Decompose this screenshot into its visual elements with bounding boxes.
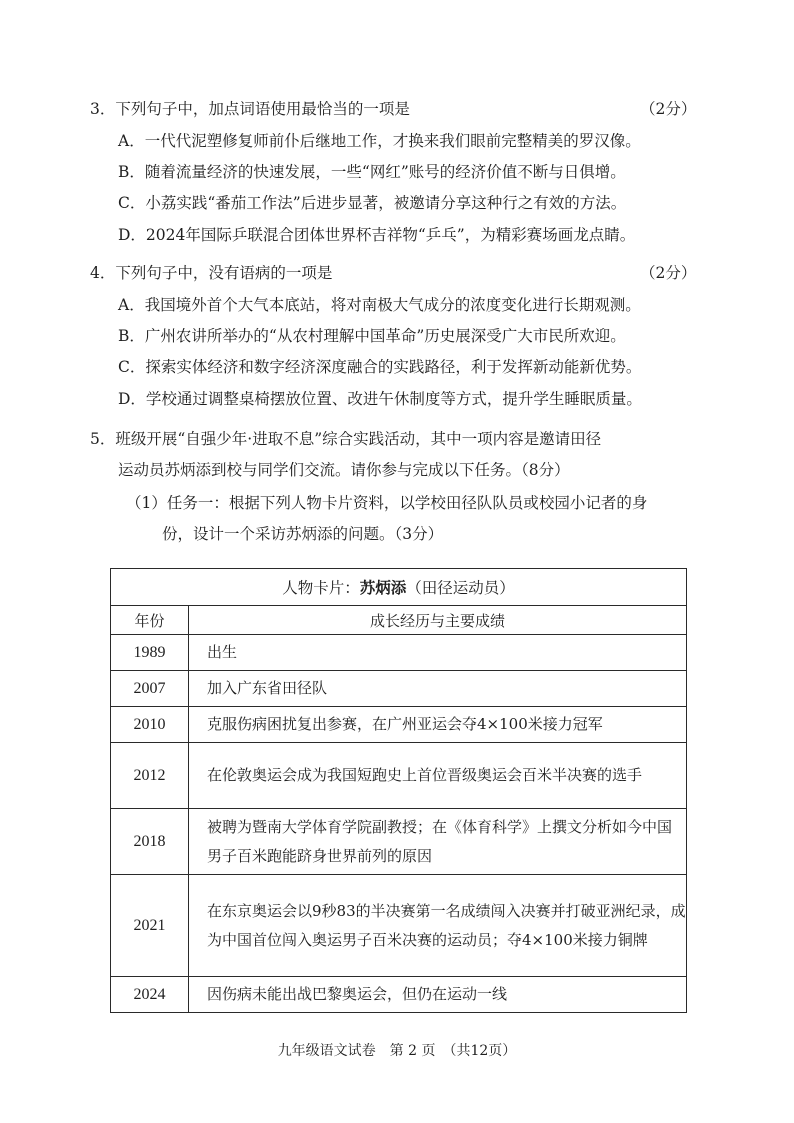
col-header-year: 年份 [111,606,189,635]
table-row [111,977,687,1013]
q3-score: （2分） [640,100,697,118]
col-header-desc: 成长经历与主要成绩 [189,606,687,635]
q3-option-d: D．2024年国际乒联混合团体世界杯吉祥物“乒乓”，为精彩赛场画龙点睛。 [118,226,636,244]
row-desc: 在东京奥运会以9秒83的半决赛第一名成绩闯入决赛并打破亚洲纪录，成为中国首位闯入奥运男子百米决赛的运动员；夺4×100米接力铜牌 [189,875,687,977]
table-row [111,707,687,743]
q5-line1: 5．班级开展“自强少年·进取不息”综合实践活动，其中一项内容是邀请田径 [90,430,602,448]
q5-task1-line2: 份，设计一个采访苏炳添的问题。（3分） [162,525,444,543]
row-desc: 出生 [189,635,687,671]
q3-option-c: C．小荔实践“番茄工作法”后进步显著，被邀请分享这种行之有效的方法。 [118,194,627,212]
row-year: 2021 [111,875,189,977]
row-desc: 克服伤病困扰复出参赛，在广州亚运会夺4×100米接力冠军 [189,707,687,743]
q5-line2: 运动员苏炳添到校与同学们交流。请你参与完成以下任务。（8分） [118,461,570,479]
row-year: 2018 [111,809,189,875]
q4-stem: 4．下列句子中，没有语病的一项是 [90,264,333,282]
table-row [111,743,687,809]
row-year: 2007 [111,671,189,707]
q4-option-c: C．探索实体经济和数字经济深度融合的实践路径，利于发挥新动能新优势。 [118,358,642,376]
card-title-name: 苏炳添 [359,578,407,597]
q3-option-a: A．一代代泥塑修复师前仆后继地工作，才换来我们眼前完整精美的罗汉像。 [118,132,641,150]
row-year: 1989 [111,635,189,671]
table-row [111,875,687,977]
page-footer: 九年级语文试卷 第 2 页 （共12页） [277,1043,517,1059]
card-header-row [111,606,687,635]
q4-option-d: D．学校通过调整桌椅摆放位置、改进午休制度等方式，提升学生睡眠质量。 [118,390,642,408]
table-row [111,635,687,671]
q3-stem: 3．下列句子中，加点词语使用最恰当的一项是 [90,100,410,118]
row-desc: 加入广东省田径队 [189,671,687,707]
row-desc: 在伦敦奥运会成为我国短跑史上首位晋级奥运会百米半决赛的选手 [189,743,687,809]
q4-score: （2分） [640,264,697,282]
card-title-row [111,569,687,606]
card-title-suffix: （田径运动员） [406,579,515,597]
row-desc: 因伤病未能出战巴黎奥运会，但仍在运动一线 [189,977,687,1013]
table-row [111,809,687,875]
row-desc: 被聘为暨南大学体育学院副教授；在《体育科学》上撰文分析如今中国男子百米跑能跻身世界前列的原因 [189,809,687,875]
row-year: 2010 [111,707,189,743]
q4-option-a: A．我国境外首个大气本底站，将对南极大气成分的浓度变化进行长期观测。 [118,296,641,314]
q5-task1-line1: （1）任务一：根据下列人物卡片资料，以学校田径队队员或校园小记者的身 [126,494,648,512]
card-title [111,569,687,606]
row-year: 2012 [111,743,189,809]
card-title-prefix: 人物卡片： [282,579,360,597]
row-year: 2024 [111,977,189,1013]
q4-option-b: B．广州农讲所举办的“从农村理解中国革命”历史展深受广大市民所欢迎。 [118,327,626,345]
table-row [111,671,687,707]
person-card-table [110,568,687,1013]
q3-option-b: B．随着流量经济的快速发展，一些“网红”账号的经济价值不断与日俱增。 [118,163,626,181]
